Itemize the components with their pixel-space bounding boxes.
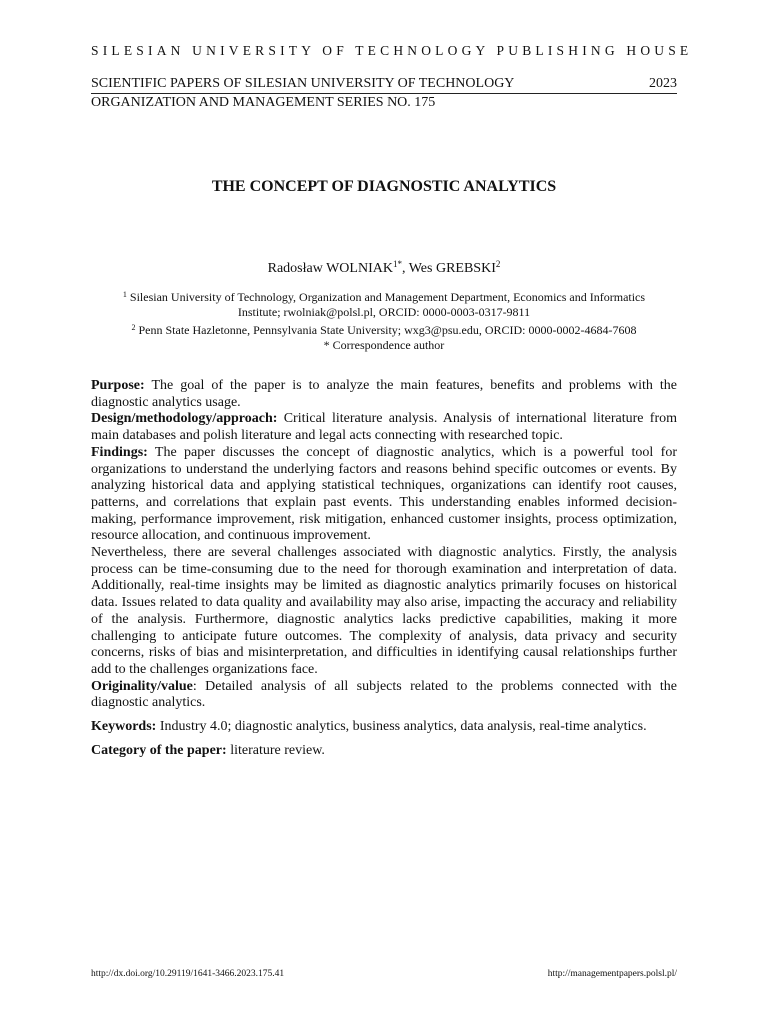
affiliation-1 xyxy=(91,287,677,305)
category-paragraph xyxy=(91,743,677,760)
keywords-label: Keywords: xyxy=(91,719,157,735)
category-text: literature review. xyxy=(226,742,325,758)
keywords-paragraph xyxy=(91,719,677,736)
series-title: SCIENTIFIC PAPERS OF SILESIAN UNIVERSITY OF TECHNOLOGY xyxy=(91,76,515,91)
publisher-header: SILESIAN UNIVERSITY OF TECHNOLOGY PUBLISHING HOUSE xyxy=(91,43,693,58)
keywords-text: Industry 4.0; diagnostic analytics, business analytics, data analysis, real-time analytics. xyxy=(156,719,647,735)
design-text: Critical literature analysis. Analysis of international literature from main databases and polish literature and legal acts connecting with researched topic. xyxy=(91,411,677,444)
author-2-sup: 2 xyxy=(495,259,501,269)
findings-label: Findings: xyxy=(91,444,148,460)
series-subtitle: ORGANIZATION AND MANAGEMENT SERIES NO. 175 xyxy=(91,95,436,110)
author-line xyxy=(91,259,677,277)
design-label: Design/methodology/approach: xyxy=(91,411,278,427)
author-1-sup: 1* xyxy=(392,259,402,269)
correspondence-note: * Correspondence author xyxy=(323,338,445,352)
affiliation-1-number: 1 xyxy=(122,290,127,299)
page-footer xyxy=(91,969,677,979)
findings-paragraph-2: Nevertheless, there are several challenges associated with diagnostic analytics. Firstly, the analysis process can be time-consuming due to the need for thorough examination and interpretation of data. Additionally, real-time insights may be limited as diagnostic analytics primarily focuses on historical data. Issues related to data quality and availability may also arise, impacting the accuracy and reliability of the analysis. Furthermore, diagnostic analytics lacks predictive capabilities, making it more challenging to anticipate future outcomes. The complexity of analysis, data privacy and security concerns, risks of bias and misinterpretation, and difficulties in identifying causal relationships further add to the challenges organizations face. xyxy=(91,545,677,677)
originality-label: Originality/value xyxy=(91,678,193,694)
author-1-name: Radosław WOLNIAK xyxy=(267,261,393,276)
website-link[interactable]: http://managementpapers.polsl.pl/ xyxy=(547,969,677,979)
purpose-label: Purpose: xyxy=(91,378,145,393)
author-2-name: Wes GREBSKI xyxy=(408,261,496,276)
purpose-paragraph xyxy=(91,378,677,411)
affiliation-2-number: 2 xyxy=(131,323,136,332)
doi-link[interactable]: http://dx.doi.org/10.29119/1641-3466.2023.175.41 xyxy=(91,969,285,979)
purpose-text: The goal of the paper is to analyze the main features, benefits and problems with the diagnostic analytics usage. xyxy=(91,378,677,410)
affiliations xyxy=(91,287,677,353)
affiliation-2 xyxy=(91,320,677,338)
affiliation-1-line1: Silesian University of Technology, Organization and Management Department, Economics and Informatics xyxy=(129,290,646,304)
abstract xyxy=(91,378,677,759)
author-separator: , xyxy=(401,261,409,276)
series-header xyxy=(91,76,677,111)
originality-text: : Detailed analysis of all subjects related to the problems connected with the diagnostic analytics. xyxy=(91,678,677,711)
originality-paragraph xyxy=(91,679,677,712)
findings-paragraph xyxy=(91,445,677,545)
design-paragraph xyxy=(91,411,677,444)
affiliation-2-text: Penn State Hazletonne, Pennsylvania State University; wxg3@psu.edu, ORCID: 0000-0002-4684-7608 xyxy=(138,323,637,337)
affiliation-1-cont: Institute; rwolniak@polsl.pl, ORCID: 0000-0003-0317-9811 xyxy=(237,305,531,319)
category-label: Category of the paper: xyxy=(91,742,227,758)
series-year: 2023 xyxy=(649,76,677,91)
series-title-line xyxy=(91,76,677,94)
findings-text: The paper discusses the concept of diagnostic analytics, which is a powerful tool for organizations to understand the underlying factors and reasons behind specific outcomes or events. By analyzing historical data and applying statistical techniques, organizations can identify root causes, patterns, and correlations that explain past events. This understanding enables informed decision-making, performance improvement, risk mitigation, enhanced customer insights, process optimization, resource allocation, and continuous improvement. xyxy=(91,444,677,544)
paper-title: THE CONCEPT OF DIAGNOSTIC ANALYTICS xyxy=(211,178,557,195)
